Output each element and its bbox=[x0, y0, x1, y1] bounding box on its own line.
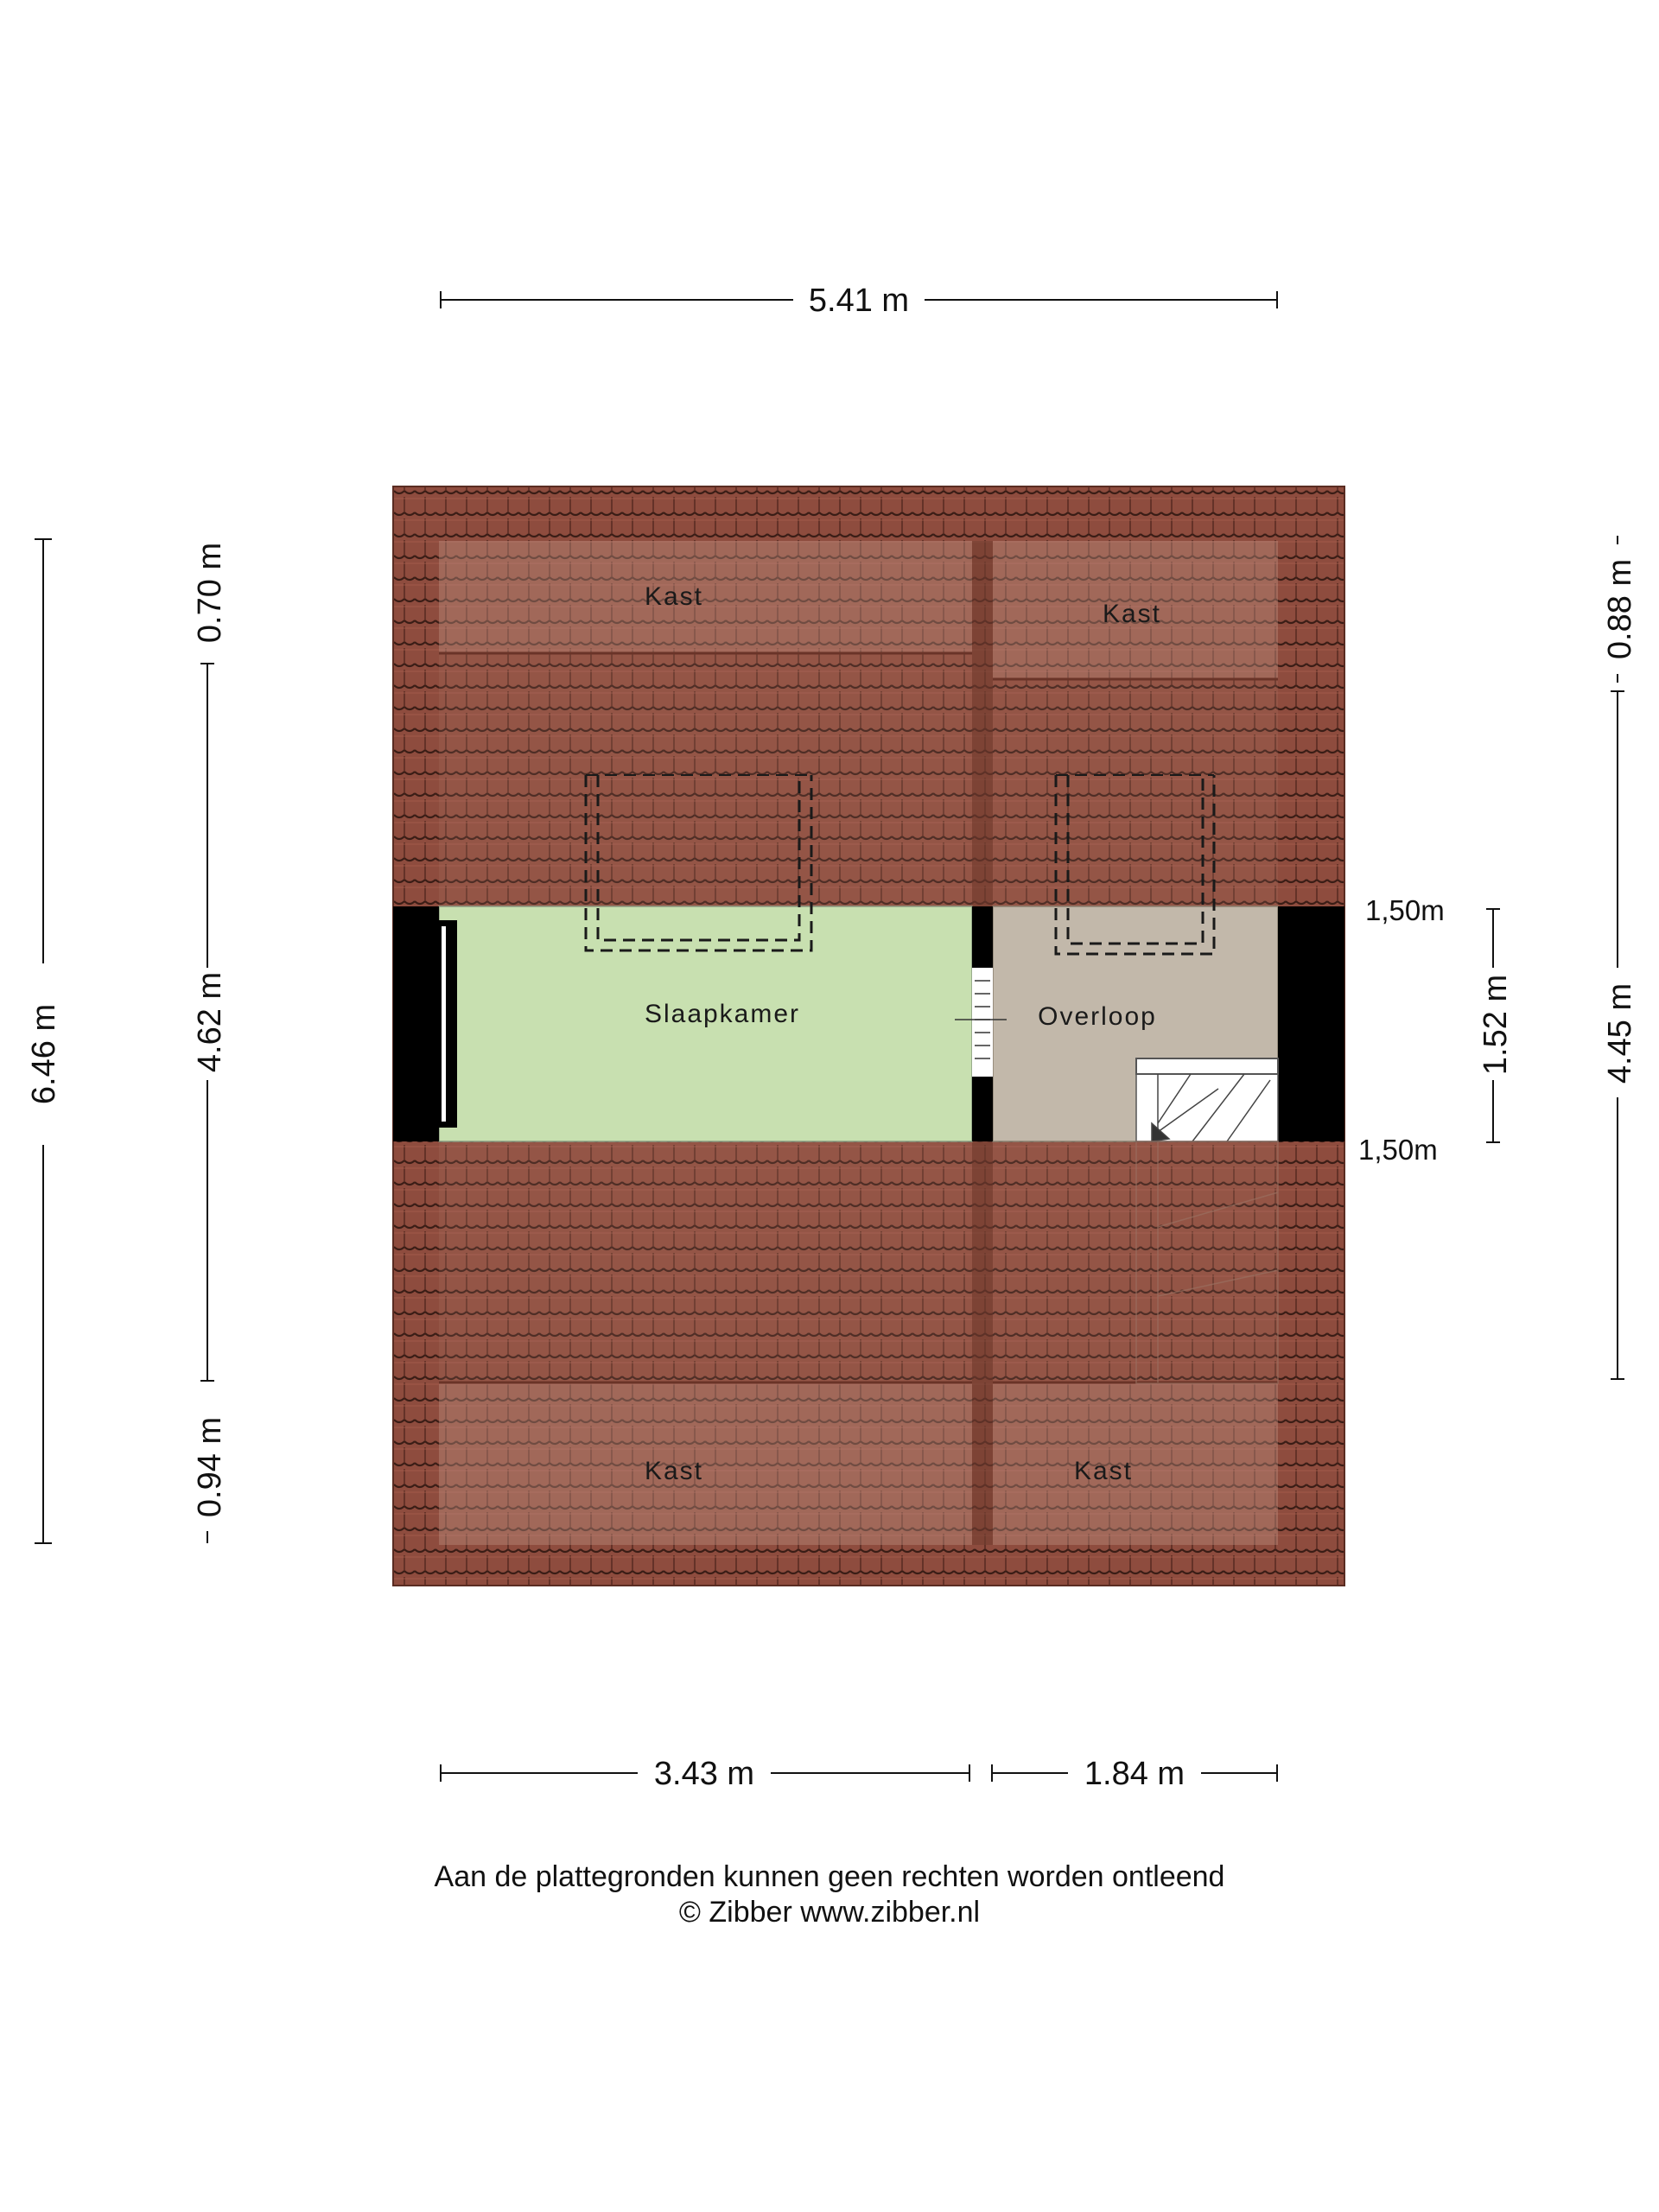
height-lower-label: 1,50m bbox=[1358, 1134, 1438, 1166]
dimension-bottom-left-label: 3.43 m bbox=[653, 1756, 755, 1792]
wall-left bbox=[393, 906, 439, 1141]
door-opening bbox=[972, 968, 993, 1077]
dimension-left-outer bbox=[26, 539, 62, 1543]
dimension-top-total bbox=[441, 283, 1277, 319]
label-kast-bottom-right: Kast bbox=[1073, 1457, 1134, 1485]
wall-right bbox=[1278, 906, 1344, 1141]
footer-disclaimer: Aan de plattegronden kunnen geen rechten worden ontleend bbox=[434, 1860, 1225, 1893]
dimension-right-middle-label: 1.52 m bbox=[1478, 974, 1514, 1076]
height-upper-label: 1,50m bbox=[1365, 894, 1445, 926]
dimension-bottom-right-label: 1.84 m bbox=[1084, 1756, 1185, 1792]
dimension-left-inner bbox=[200, 664, 214, 1543]
label-kast-bottom-left: Kast bbox=[644, 1457, 704, 1485]
wall-left-window bbox=[436, 920, 457, 1128]
label-slaapkamer: Slaapkamer bbox=[644, 1000, 801, 1028]
label-overloop: Overloop bbox=[1038, 1002, 1157, 1031]
footer-copyright: © Zibber www.zibber.nl bbox=[678, 1896, 981, 1929]
dimension-top-total-label: 5.41 m bbox=[808, 283, 910, 319]
label-kast-top-left: Kast bbox=[644, 582, 704, 611]
dimension-right-top-label: 0.88 m bbox=[1602, 558, 1638, 660]
dimension-right-outer bbox=[1611, 536, 1624, 1379]
dimension-right-outer-label: 4.45 m bbox=[1602, 982, 1638, 1084]
dimension-left-bottom-label: 0.94 m bbox=[192, 1416, 228, 1518]
dimension-left-middle-label: 4.62 m bbox=[192, 971, 228, 1073]
dimension-left-top-label: 0.70 m bbox=[192, 542, 228, 644]
label-kast-top-right: Kast bbox=[1102, 600, 1162, 628]
dimension-left-outer-label: 6.46 m bbox=[26, 1003, 62, 1105]
